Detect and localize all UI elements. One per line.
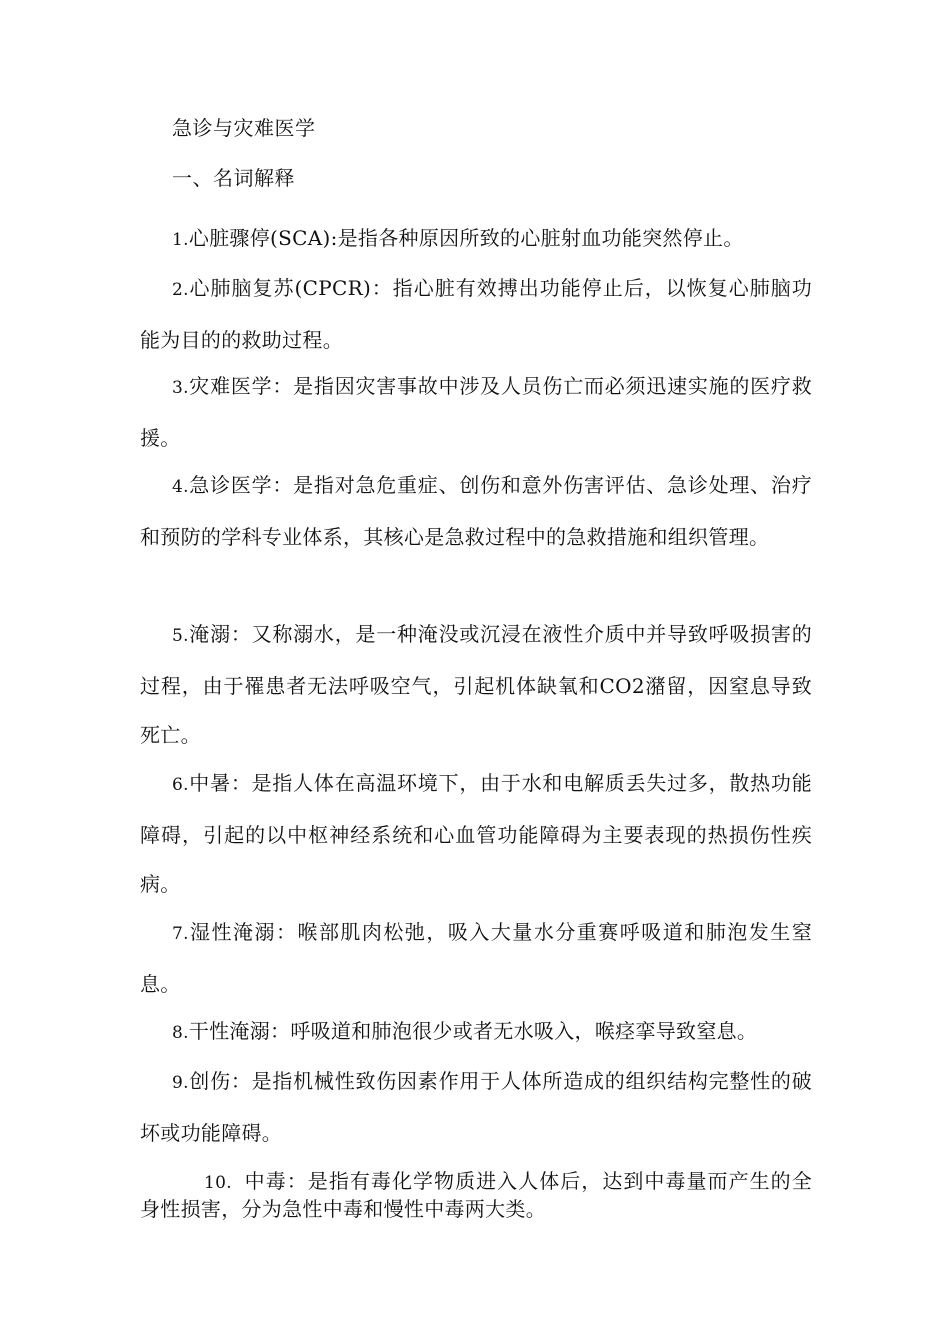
term-item-5: [140, 610, 812, 761]
term-item-3: [140, 362, 812, 463]
term-number: 4.: [172, 477, 189, 497]
term-item-7: [140, 908, 812, 1009]
term-text: 创伤：是指机械性致伤因素作用于人体所造成的组织结构完整性的破坏或功能障碍。: [140, 1069, 812, 1145]
term-text: 心脏骤停(SCA):是指各种原因所致的心脏射血功能突然停止。: [188, 226, 744, 250]
section-heading: 一、名词解释: [172, 166, 295, 190]
term-item-1: [140, 214, 812, 266]
term-item-8: [140, 1007, 812, 1059]
term-item-4: [140, 461, 812, 562]
term-text: 干性淹溺：呼吸道和肺泡很少或者无水吸入，喉痉挛导致窒息。: [188, 1019, 758, 1043]
term-text: 心肺脑复苏(CPCR)：指心脏有效搏出功能停止后，以恢复心肺脑功能为目的的救助过程。: [140, 276, 812, 352]
term-text: 中暑：是指人体在高温环境下，由于水和电解质丢失过多，散热功能障碍，引起的以中枢神经系统和心血管功能障碍为主要表现的热损伤性疾病。: [140, 771, 812, 896]
term-text: 中毒：是指有毒化学物质进入人体后，达到中毒量而产生的全身性损害，分为急性中毒和慢性中毒两大类。: [140, 1169, 812, 1221]
term-number: 6.: [172, 775, 189, 795]
term-text: 湿性淹溺：喉部肌肉松弛，吸入大量水分重赛呼吸道和肺泡发生窒息。: [140, 920, 812, 996]
term-item-9: [140, 1057, 812, 1158]
term-text: 淹溺：又称溺水，是一种淹没或沉浸在液性介质中并导致呼吸损害的过程，由于罹患者无法呼吸空气，引起机体缺氧和CO2潴留，因窒息导致死亡。: [140, 622, 812, 747]
term-number: 2.: [172, 280, 189, 300]
term-text: 灾难医学：是指因灾害事故中涉及人员伤亡而必须迅速实施的医疗救援。: [140, 374, 812, 450]
term-number: 3.: [172, 378, 189, 398]
document-title: 急诊与灾难医学: [172, 116, 316, 140]
term-number: 9.: [172, 1073, 189, 1093]
term-text: 急诊医学：是指对急危重症、创伤和意外伤害评估、急诊处理、治疗和预防的学科专业体系，其核心是急救过程中的急救措施和组织管理。: [140, 473, 812, 549]
term-number: 8.: [172, 1023, 189, 1043]
term-item-2: [140, 264, 812, 365]
term-item-10: [140, 1168, 812, 1222]
term-number: 10.: [204, 1173, 232, 1193]
term-item-6: [140, 759, 812, 910]
term-number: 1.: [172, 230, 189, 250]
term-number: 5.: [172, 626, 189, 646]
term-number: 7.: [172, 924, 189, 944]
